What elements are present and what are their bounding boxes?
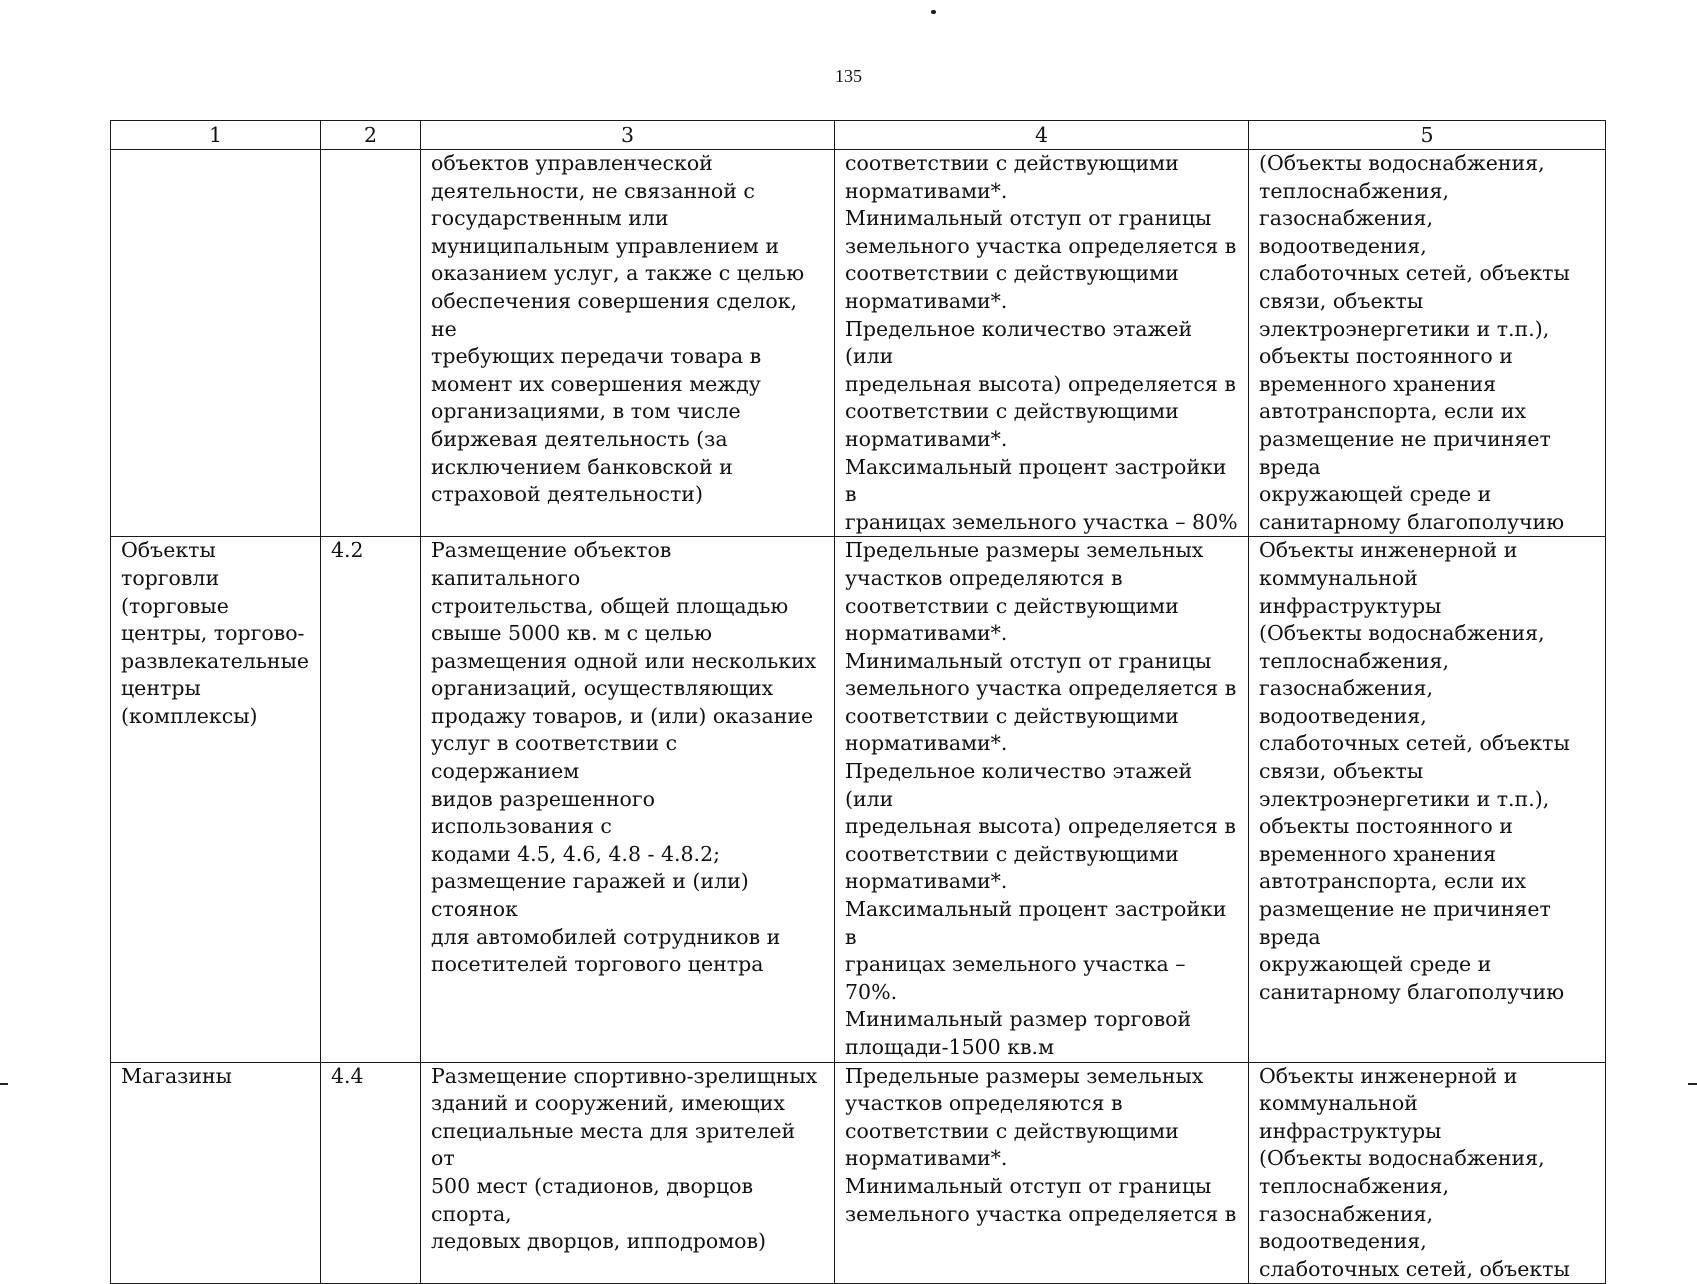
cell-use-description: Размещение спортивно-зрелищных зданий и сооружений, имеющих специальные места для зрителей от 500 мест (стадионов, дворцов спорта, ледовых дворцов, ипподромов) [421,1062,835,1284]
header-col-3: 3 [421,121,835,150]
header-col-2: 2 [321,121,421,150]
header-col-4: 4 [835,121,1249,150]
scan-margin-mark-left [0,1083,8,1085]
cell-use-name: Магазины [111,1062,321,1284]
cell-use-description: объектов управленческой деятельности, не связанной с государственным или муниципальным управлением и оказанием услуг, а также с целью обеспечения совершения сделок, не требующих передачи товара в момент их совершения между организациями, в том числе биржевая деятельность (за исключением банковской и страховой деятельности) [421,150,835,537]
zoning-table [110,120,1606,1284]
cell-auxiliary-uses: Объекты инженерной и коммунальной инфраструктуры (Объекты водоснабжения, теплоснабжения, газоснабжения, водоотведения, слаботочных сетей, объекты [1249,1062,1606,1284]
cell-parameters: Предельные размеры земельных участков определяются в соответствии с действующими нормативами*. Минимальный отступ от границы земельного участка определяется в соответствии с действующими нормативами*. Предельное количество этажей (или предельная высота) определяется в соответствии с действующими нормативами*. Максимальный процент застройки в границах земельного участка – 70%. Минимальный размер торговой площади-1500 кв.м [835,537,1249,1062]
table-row [111,150,1606,537]
header-col-1: 1 [111,121,321,150]
cell-use-code [321,150,421,537]
cell-parameters: Предельные размеры земельных участков определяются в соответствии с действующими нормативами*. Минимальный отступ от границы земельного участка определяется в [835,1062,1249,1284]
table-row [111,1062,1606,1284]
cell-auxiliary-uses: (Объекты водоснабжения, теплоснабжения, газоснабжения, водоотведения, слаботочных сетей, объекты связи, объекты электроэнергетики и т.п.), объекты постоянного и временного хранения автотранспорта, если их размещение не причиняет вреда окружающей среде и санитарному благополучию [1249,150,1606,537]
cell-parameters: соответствии с действующими нормативами*. Минимальный отступ от границы земельного участка определяется в соответствии с действующими нормативами*. Предельное количество этажей (или предельная высота) определяется в соответствии с действующими нормативами*. Максимальный процент застройки в границах земельного участка – 80% [835,150,1249,537]
scan-speck [931,10,936,14]
cell-use-description: Размещение объектов капитального строительства, общей площадью свыше 5000 кв. м с целью размещения одной или нескольких организаций, осуществляющих продажу товаров, и (или) оказание услуг в соответствии с содержанием видов разрешенного использования с кодами 4.5, 4.6, 4.8 - 4.8.2; размещение гаражей и (или) стоянок для автомобилей сотрудников и посетителей торгового центра [421,537,835,1062]
table-row [111,537,1606,1062]
cell-use-code: 4.4 [321,1062,421,1284]
table-header-row [111,121,1606,150]
scan-margin-mark-right [1688,1083,1697,1085]
cell-use-name: Объекты торговли (торговые центры, торгово- развлекательные центры (комплексы) [111,537,321,1062]
cell-auxiliary-uses: Объекты инженерной и коммунальной инфраструктуры (Объекты водоснабжения, теплоснабжения, газоснабжения, водоотведения, слаботочных сетей, объекты связи, объекты электроэнергетики и т.п.), объекты постоянного и временного хранения автотранспорта, если их размещение не причиняет вреда окружающей среде и санитарному благополучию [1249,537,1606,1062]
page-number: 135 [835,66,862,86]
header-col-5: 5 [1249,121,1606,150]
cell-use-name [111,150,321,537]
cell-use-code: 4.2 [321,537,421,1062]
